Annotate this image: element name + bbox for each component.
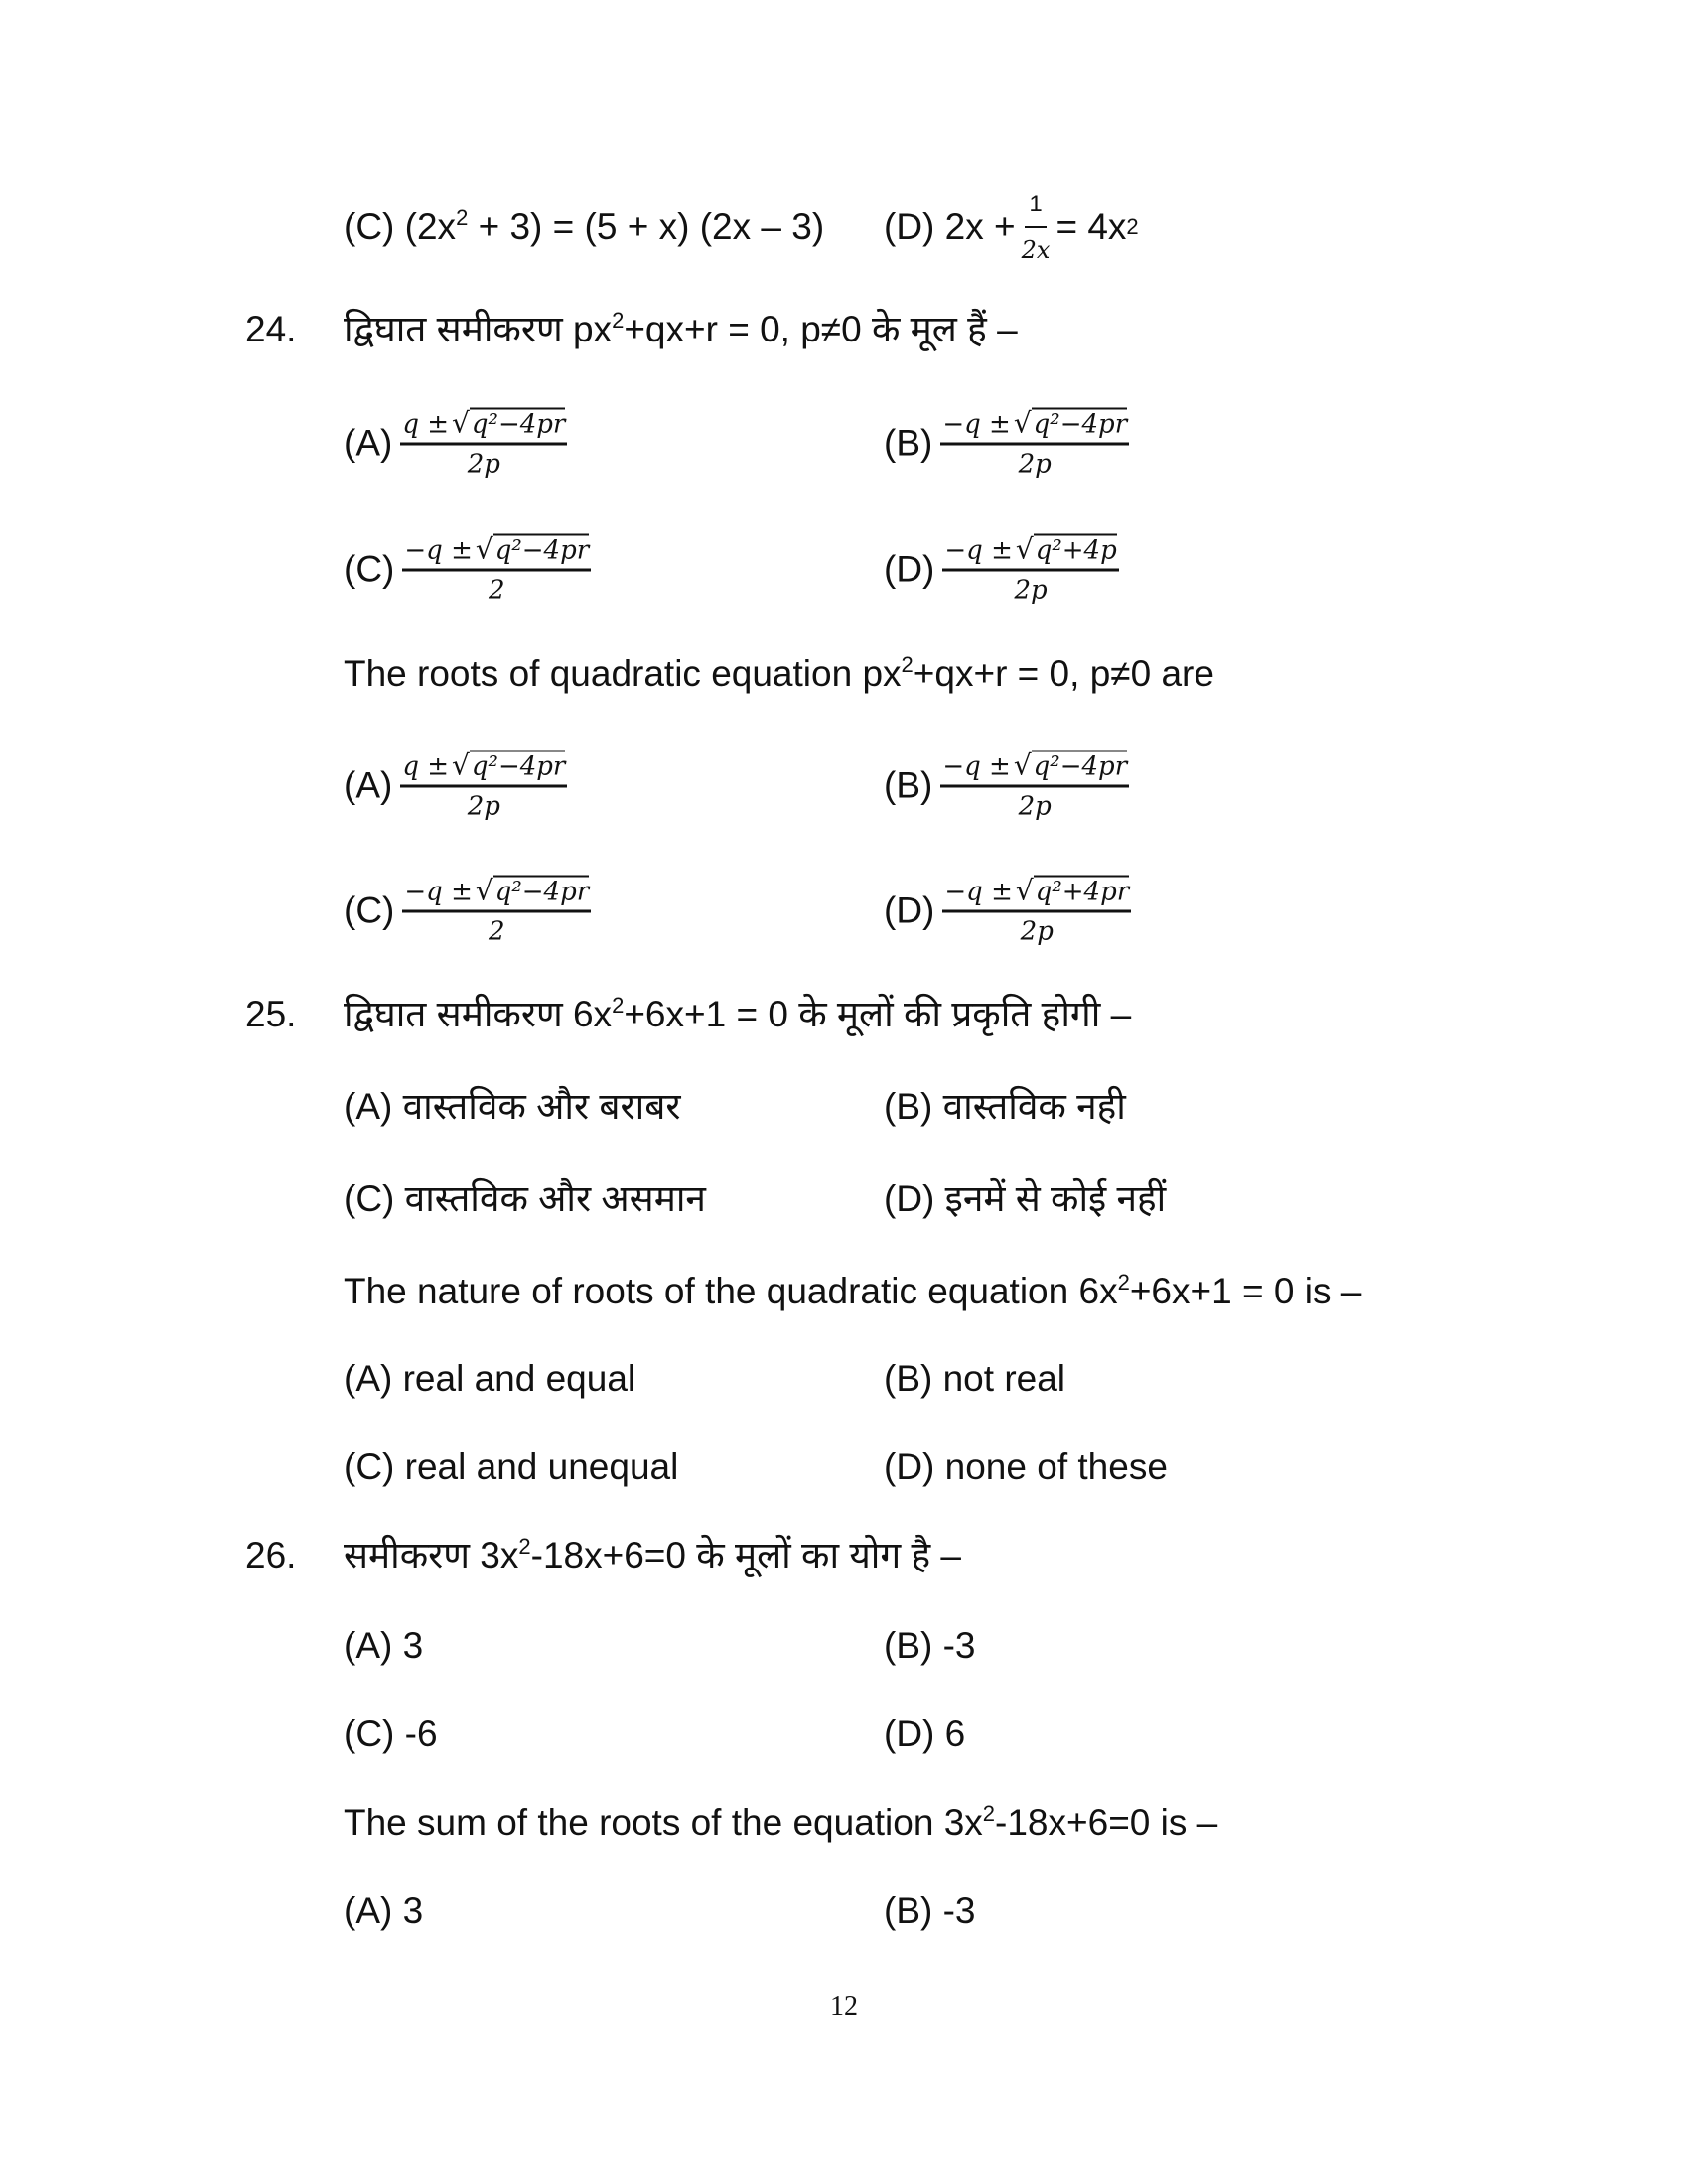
superscript: 2 [456,205,469,230]
numerator: 1 [1025,183,1046,228]
page-number: 12 [830,1991,858,2022]
denominator: 2p [467,449,500,479]
radicand: q²−4pr [494,877,590,907]
option-a [344,750,567,822]
text: q ± [402,409,450,440]
text: −q ± [944,877,1013,907]
text: The sum of the roots of the equation 3x [344,1802,983,1843]
denominator: 2p [1020,916,1054,947]
denominator: 2p [467,791,500,822]
option-label: (A) [344,1086,393,1127]
option-label: (C) [344,206,395,247]
question-number: 24. [245,309,297,349]
text: −q ± [942,409,1011,440]
radicand: q²+4p [1035,535,1117,566]
superscript: 2 [982,1801,996,1826]
text: −q ± [942,751,1011,782]
superscript: 2 [612,308,625,333]
option-label: (B) [884,1358,933,1399]
sqrt-icon: √ [1015,532,1034,566]
option-a [344,1624,423,1668]
sqrt-icon: √ [1015,874,1034,907]
text: −q ± [404,535,473,566]
superscript: 2 [518,1534,531,1559]
fraction [940,750,1129,822]
option-text: not real [942,1358,1066,1399]
text: -18x+6=0 is – [995,1802,1218,1843]
option-text: 3 [402,1625,424,1666]
option-label: (C) [344,1446,395,1487]
option-label: (A) [344,1358,393,1399]
text: −q ± [404,877,473,907]
option-c [344,533,591,606]
numerator [942,875,1131,913]
option-d [884,533,1119,606]
text: The roots of quadratic equation px [344,653,902,694]
option-text: real and unequal [404,1446,679,1487]
option-a [344,1085,680,1129]
option-c [344,1712,438,1756]
fraction [402,875,591,947]
option-label: (B) [884,422,933,463]
option-text: वास्तविक नही [942,1086,1126,1127]
option-label: (A) [344,422,393,463]
option-d [884,875,1131,947]
fraction [942,533,1118,606]
sqrt-icon: √ [452,749,470,782]
option-b [884,407,1129,479]
question-text-english [344,652,1214,696]
option-a [344,407,567,479]
fraction [400,407,567,479]
option-text: + 3) = (5 + x) (2x – 3) [468,206,825,247]
option-b [884,1357,1065,1401]
numerator [940,750,1129,788]
option-b [884,1889,976,1933]
option-d [884,1177,1166,1221]
option-label: (D) [884,1713,935,1754]
text: +qx+r = 0, p≠0 के मूल हैं – [624,309,1018,349]
denominator: 2 [489,916,505,947]
numerator [402,875,591,913]
question-text-hindi [344,1534,961,1577]
option-text: वास्तविक और असमान [404,1178,706,1219]
option-label: (C) [344,1713,395,1754]
question-text-hindi [344,993,1131,1036]
option-label: (B) [884,1890,933,1931]
text: द्विघात समीकरण px [344,309,613,349]
option-text: 6 [944,1713,966,1754]
option-label: (B) [884,764,933,805]
option-text: -3 [942,1625,976,1666]
option-label: (C) [344,1178,395,1219]
option-text: -3 [942,1890,976,1931]
fraction [1022,183,1051,272]
option-a [344,1889,423,1933]
denominator: 2x [1021,236,1051,264]
question-text-english [344,1270,1361,1313]
numerator [940,407,1129,446]
text: -18x+6=0 के मूलों का योग है – [530,1535,961,1575]
option-text: = 4x [1055,206,1127,247]
option-text: (2x [404,206,457,247]
q23-option-d: (D) 2x + $\frac{1}{2x}$ = 4x 2 [884,183,1139,272]
option-text: वास्तविक और बराबर [402,1086,681,1127]
option-text: -6 [404,1713,438,1754]
radicand: q²−4pr [1033,751,1128,782]
option-d [884,1445,1168,1489]
option-c [344,1445,678,1489]
numerator [402,533,591,572]
text: +qx+r = 0, p≠0 are [913,653,1214,694]
option-text: 3 [402,1890,424,1931]
option-b [884,750,1129,822]
option-a [344,1357,635,1401]
option-label: (A) [344,1625,393,1666]
superscript: 2 [612,993,625,1018]
numerator [942,533,1118,572]
radicand: q²−4pr [471,409,566,440]
text: q ± [402,751,450,782]
option-b [884,1085,1126,1129]
sqrt-icon: √ [1013,749,1032,782]
radicand: q²+4pr [1035,877,1130,907]
option-label: (D) [884,1446,935,1487]
denominator: 2 [489,575,505,606]
option-c [344,875,591,947]
option-label: (A) [344,764,393,805]
question-number: 25. [245,994,297,1034]
text: द्विघात समीकरण 6x [344,994,613,1034]
option-text: 2x + [944,206,1016,247]
text: +6x+1 = 0 के मूलों की प्रकृति होगी – [624,994,1132,1034]
option-label: (D) [884,1178,935,1219]
option-label: (D) [884,206,935,247]
text: समीकरण 3x [344,1535,519,1575]
fraction [942,875,1131,947]
sqrt-icon: √ [452,406,470,440]
text: +6x+1 = 0 is – [1129,1271,1362,1311]
option-d [884,1712,965,1756]
text: −q ± [944,535,1013,566]
option-label: (D) [884,889,935,930]
question-number: 26. [245,1535,297,1575]
question-text-hindi [344,308,1018,351]
denominator: 2p [1018,449,1052,479]
option-label: (C) [344,548,395,589]
option-label: (D) [884,548,935,589]
sqrt-icon: √ [475,532,493,566]
option-b [884,1624,976,1668]
option-c [344,1177,706,1221]
q23-option-c [344,205,824,249]
option-text: इनमें से कोई नहीं [944,1178,1167,1219]
option-text: real and equal [402,1358,636,1399]
text: The nature of roots of the quadratic equation 6x [344,1271,1118,1311]
option-label: (B) [884,1086,933,1127]
radicand: q²−4pr [471,751,566,782]
denominator: 2p [1018,791,1052,822]
superscript: 2 [901,652,914,677]
numerator [400,750,567,788]
fraction [940,407,1129,479]
option-text: none of these [944,1446,1168,1487]
fraction [400,750,567,822]
radicand: q²−4pr [494,535,590,566]
fraction [402,533,591,606]
superscript: 2 [1117,1270,1130,1295]
question-text-english [344,1801,1217,1844]
option-label: (A) [344,1890,393,1931]
sqrt-icon: √ [1013,406,1032,440]
numerator [400,407,567,446]
denominator: 2p [1014,575,1048,606]
option-label: (B) [884,1625,933,1666]
sqrt-icon: √ [475,874,493,907]
option-label: (C) [344,889,395,930]
radicand: q²−4pr [1033,409,1128,440]
